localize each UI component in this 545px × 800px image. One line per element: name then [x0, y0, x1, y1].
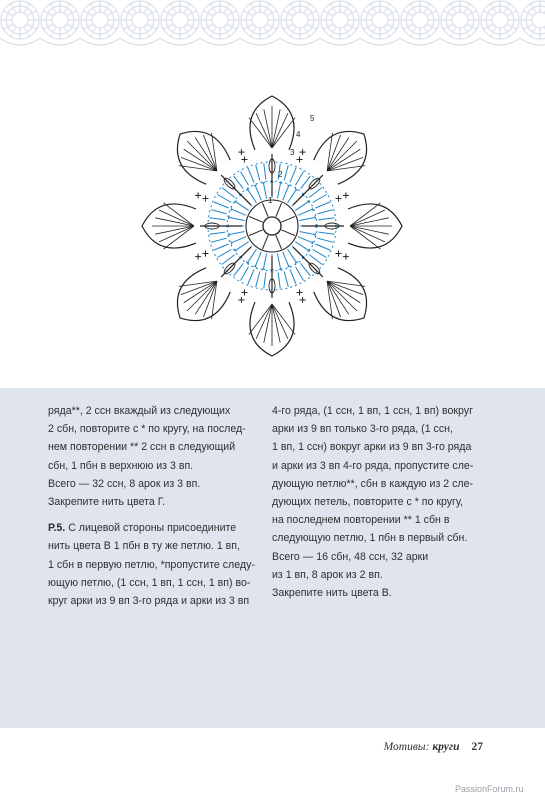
row-number-4: 4 [296, 130, 301, 139]
round-2-stitch-top [287, 266, 290, 267]
round-2-stitch-top [312, 208, 313, 211]
round-2-stitch [231, 237, 246, 243]
center-ring [263, 217, 281, 235]
text-line: Закрепите нить цвета В. [272, 587, 392, 600]
text-line: 4-го ряда, (1 ссн, 1 вп, 1 ссн, 1 вп) вокруг [272, 405, 473, 417]
round-3-stitch [319, 218, 335, 220]
round-2-stitch-top [279, 183, 282, 184]
text-line: 1 сбн в первую петлю, *пропустите следу- [48, 558, 255, 571]
round-3-stitch [241, 267, 249, 281]
petal-stitch [327, 141, 357, 171]
lace-motif [520, 1, 545, 45]
section-title: Мотивы: [383, 741, 433, 753]
round-3-stitch [315, 202, 330, 208]
page-footer [384, 741, 483, 753]
round-3-stitch [290, 269, 296, 284]
round-2-stitch-top [262, 183, 265, 184]
round-2-stitch-top [231, 241, 232, 244]
round-1-stitch [281, 216, 295, 222]
round-2-stitch [263, 253, 266, 269]
round-2-stitch-top [315, 216, 316, 219]
round-3-stitch [211, 210, 226, 214]
round-2-stitch [229, 231, 245, 234]
lace-motif [80, 1, 120, 45]
petal-stitch [187, 281, 217, 311]
round-2-stitch [255, 185, 261, 200]
round-3-stitch [248, 168, 254, 183]
round-3-stitch [284, 165, 288, 180]
right-column [272, 402, 497, 602]
row-5-heading-line [48, 519, 263, 537]
watermark: PassionForum.ru [455, 784, 524, 794]
text-line: Всего — 32 ссн, 8 арок из 3 вп. [48, 477, 201, 490]
round-2-stitch [288, 189, 297, 202]
lace-motif [400, 1, 440, 45]
lace-motif [160, 1, 200, 45]
lace-motif [120, 1, 160, 45]
round-3-stitch [313, 250, 327, 258]
text-line: С лицевой стороны присоедините [65, 522, 237, 535]
round-3-stitch [296, 171, 304, 185]
round-3-stitch [296, 267, 304, 281]
text-line: 2 сбн, повторите с * по кругу, на послед- [48, 423, 246, 436]
round-1-stitch [276, 235, 282, 249]
lace-motif [40, 1, 80, 45]
text-line: из 1 вп, 8 арок из 2 вп. [272, 568, 383, 581]
round-2-stitch-top [229, 233, 230, 236]
round-2-stitch [277, 253, 280, 269]
round-1-stitch [262, 235, 268, 249]
round-2-stitch-top [231, 208, 232, 211]
round-2-stitch-top [254, 266, 257, 267]
row-number-5: 5 [310, 114, 315, 123]
lace-motif [320, 1, 360, 45]
round-2-stitch-top [254, 185, 257, 186]
round-2-stitch [255, 252, 261, 267]
round-3-stitch [315, 244, 330, 250]
round-3-stitch [319, 232, 335, 234]
round-2-stitch [283, 185, 289, 200]
round-3-stitch [210, 232, 226, 234]
petal-stitch [187, 141, 217, 171]
round-3-stitch [313, 195, 327, 203]
round-2-stitch-top [262, 269, 265, 270]
round-2-stitch [277, 183, 280, 199]
crochet-diagram [140, 95, 405, 378]
text-line: арки из 9 вп только 3-го ряда, (1 ссн, [272, 423, 453, 436]
round-3-stitch [264, 273, 266, 289]
lace-motif [0, 1, 40, 45]
round-2-stitch [288, 249, 297, 262]
round-2-stitch-top [315, 233, 316, 236]
lace-motif [360, 1, 400, 45]
text-line: ющую петлю, (1 ссн, 1 вп, 1 ссн, 1 вп) во- [48, 576, 251, 589]
instructions-panel [0, 388, 545, 728]
lace-motif [440, 1, 480, 45]
round-2-stitch [235, 202, 248, 211]
round-2-stitch [263, 183, 266, 199]
round-3-stitch [278, 273, 280, 289]
row-number-2: 2 [278, 170, 283, 179]
text-line: дующую петлю**, сбн в каждую из 2 сле- [272, 477, 473, 490]
row-number-1: 1 [268, 196, 273, 205]
petal-stitch [327, 281, 357, 311]
round-2-stitch [235, 242, 248, 251]
round-3-stitch [290, 168, 296, 183]
text-line: ряда**, 2 ссн вкаждый из следующих [48, 405, 231, 417]
text-line: и арки из 3 вп 4-го ряда, пропустите сле- [272, 459, 474, 472]
text-line: 1 вп, 1 ссн) вокруг арки из 9 вп 3-го ряда [272, 441, 472, 454]
left-column [48, 402, 263, 610]
round-2-stitch [299, 217, 315, 220]
round-2-stitch [283, 252, 289, 267]
round-3-stitch [248, 269, 254, 284]
round-2-stitch [295, 242, 308, 251]
round-1-stitch [249, 216, 263, 222]
round-2-stitch [229, 217, 245, 220]
text-line: на последнем повторении ** 1 сбн в [272, 514, 450, 527]
round-3-stitch [284, 271, 288, 286]
round-3-stitch [264, 164, 266, 180]
round-3-stitch [241, 171, 249, 185]
text-line: Закрепите нить цвета Г. [48, 496, 166, 509]
text-line: круг арки из 9 вп 3-го ряда и арки из 3 вп [48, 595, 250, 608]
lace-motif [280, 1, 320, 45]
round-2-stitch-top [279, 269, 282, 270]
round-2-stitch [248, 189, 257, 202]
round-2-stitch [231, 209, 246, 215]
round-3-stitch [317, 238, 332, 242]
text-line: следующую петлю, 1 пбн в первый сбн. [272, 532, 468, 545]
text-line: Всего — 16 сбн, 48 ссн, 32 арки [272, 550, 429, 563]
round-3-stitch [214, 202, 229, 208]
lace-motif [200, 1, 240, 45]
row-5-label: Р.5. [48, 522, 66, 535]
text-line: сбн, 1 пбн в верхнюю из 3 вп. [48, 459, 194, 472]
round-3-stitch [256, 271, 260, 286]
round-2-stitch [298, 209, 313, 215]
round-3-stitch [211, 238, 226, 242]
round-3-stitch [214, 244, 229, 250]
lace-motif [480, 1, 520, 45]
row-number-3: 3 [290, 148, 295, 157]
round-2-stitch [295, 202, 308, 211]
lace-motif [240, 1, 280, 45]
round-3-stitch [317, 210, 332, 214]
round-3-stitch [217, 250, 231, 258]
text-line: дующих петель, повторите с * по кругу, [272, 496, 464, 509]
round-2-stitch [248, 249, 257, 262]
round-3-stitch [210, 218, 226, 220]
round-3-stitch [256, 165, 260, 180]
round-1-stitch [276, 203, 282, 217]
section-title-emphasis: круги [432, 741, 460, 753]
round-2-stitch-top [312, 241, 313, 244]
round-1-stitch [249, 230, 263, 236]
page-number: 27 [471, 741, 483, 753]
round-1-stitch [281, 230, 295, 236]
text-line: нем повторении ** 2 ссн в следующий [48, 441, 236, 454]
round-2-stitch [299, 231, 315, 234]
round-2-stitch-top [229, 216, 230, 219]
text-line: нить цвета В 1 пбн в ту же петлю. 1 вп, [48, 540, 240, 553]
lace-border [0, 0, 545, 50]
round-3-stitch [217, 195, 231, 203]
round-2-stitch [298, 237, 313, 243]
round-1-outline [246, 200, 298, 252]
